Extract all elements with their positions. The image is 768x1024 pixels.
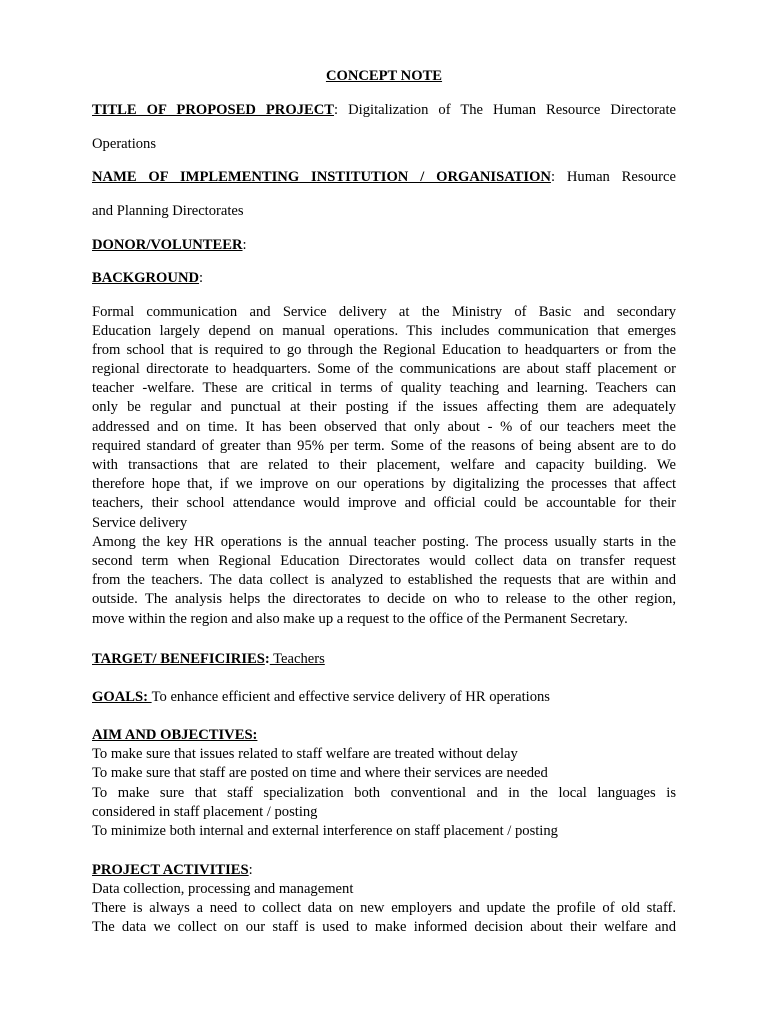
background-line: addressed and on time. It has been observed that only about - % of our teachers meet the [92,419,676,435]
background-line: therefore hope that, if we improve on our operations by digitalizing the processes that affect [92,476,676,492]
background-line: Formal communication and Service delivery at the Ministry of Basic and secondary [92,304,676,320]
aim-line: To make sure that staff are posted on time and where their services are needed [92,765,548,781]
project-title-value-1: Digitalization of The Human Resource Directorate [348,102,677,118]
activities-line: Data collection, processing and management [92,881,354,897]
background-line: Education largely depend on manual operations. This includes communication that emerges [92,323,676,339]
activities-line: The data we collect on our staff is used to make informed decision about their welfare and [92,919,676,935]
project-title-label: TITLE OF PROPOSED PROJECT [92,102,335,118]
goals-value: To enhance efficient and effective service delivery of HR operations [151,689,550,705]
donor-sep: : [242,237,247,253]
activities-heading [92,861,676,880]
project-title-sep: : [334,102,339,118]
background-heading [92,269,676,288]
aim-line: considered in staff placement / posting [92,804,318,820]
goals-line [92,688,676,707]
aim-line: To make sure that staff specialization both conventional and in the local languages is [92,785,676,801]
background-line: Among the key HR operations is the annual teacher posting. The process usually starts in the [92,534,676,550]
background-line: move within the region and also make up a request to the office of the Permanent Secretary. [92,611,628,627]
target-label: TARGET/ BENEFICIRIES [92,651,265,667]
background-line: regional directorate to headquarters. Some of the communications are about staff placement or [92,361,676,377]
goals-label: GOALS: [92,689,152,705]
background-line: with transactions that are related to their placement, welfare and capacity building. We [92,457,676,473]
aim-label: AIM AND OBJECTIVES: [92,727,258,743]
target-value: Teachers [269,651,325,667]
project-title-line-2 [92,135,676,154]
donor-heading [92,236,676,255]
background-line: from the teachers. The data collect is analyzed to established the requests that are within and [92,572,676,588]
aim-heading [92,726,676,745]
institution-line-1 [92,168,676,187]
aim-line: To make sure that issues related to staff welfare are treated without delay [92,746,518,762]
institution-value-1: Human Resource [566,169,676,185]
target-line [92,650,676,669]
institution-sep: : [550,169,556,185]
background-line: from school that is required to go through the Regional Education to headquarters or from the [92,342,676,358]
aim-line: To minimize both internal and external interference on staff placement / posting [92,823,558,839]
document-title-text: CONCEPT NOTE [325,68,443,84]
background-line: Service delivery [92,515,188,531]
background-label: BACKGROUND [92,270,200,286]
background-line: teachers, their school attendance would improve and official could be accountable for their [92,495,676,511]
target-sep: : [264,651,270,667]
activities-sep: : [248,862,253,878]
background-line: second term when Regional Education Directorates would collect data on transfer request [92,553,676,569]
donor-label: DONOR/VOLUNTEER [92,237,243,253]
background-line: outside. The analysis helps the directorates to decide on who to release to the other region, [92,591,676,607]
institution-label: NAME OF IMPLEMENTING INSTITUTION / ORGANISATION [92,169,551,185]
institution-value-2: and Planning Directorates [92,203,244,219]
document-title [92,67,676,86]
project-title-value-2: Operations [92,136,157,152]
background-sep: : [199,270,204,286]
institution-line-2 [92,202,676,221]
background-line: teacher -welfare. These are critical in terms of quality teaching and learning. Teachers can [92,380,676,396]
activities-line: There is always a need to collect data on new employers and update the profile of old staff. [92,900,676,916]
activities-label: PROJECT ACTIVITIES [92,862,249,878]
background-line: required standard of greater than 95% per term. Some of the reasons of being absent are to do [92,438,676,454]
project-title-line-1 [92,101,676,120]
background-line: only be regular and punctual at their posting if the issues affecting them are adequately [92,399,676,415]
